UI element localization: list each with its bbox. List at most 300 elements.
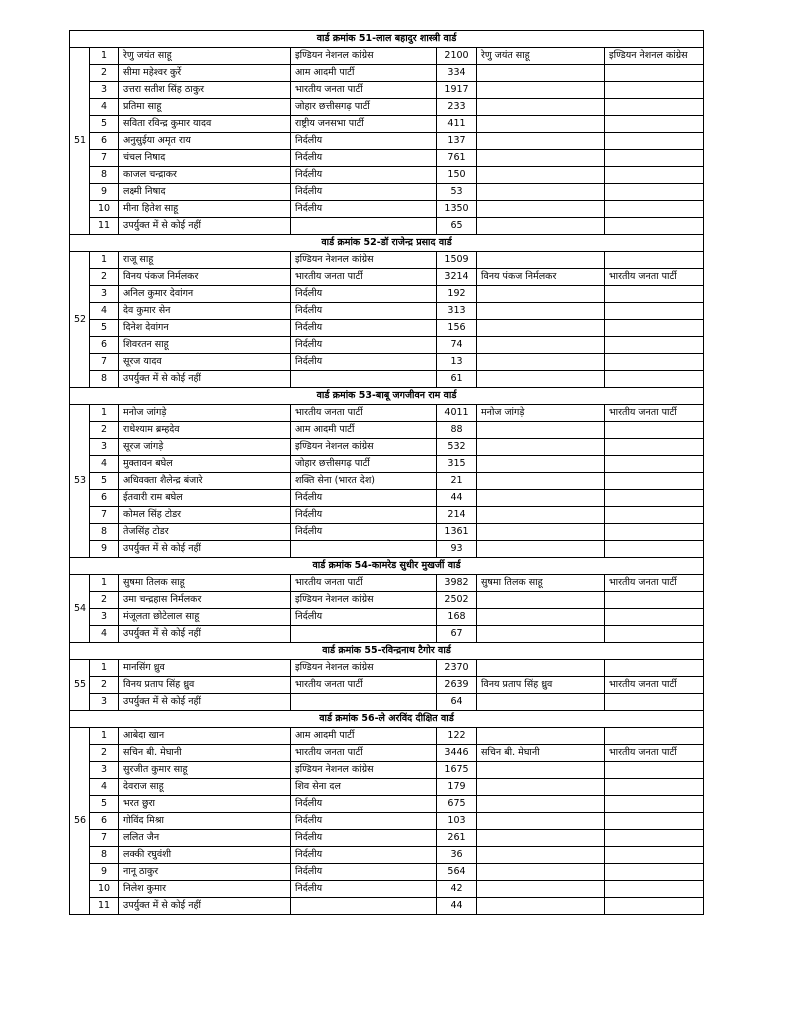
serial-number: 7 [90, 830, 119, 847]
winner-party: इण्डियन नेशनल कांग्रेस [605, 48, 704, 65]
winner-party [605, 762, 704, 779]
winner-name [477, 898, 605, 915]
vote-count: 1350 [437, 201, 477, 218]
winner-name [477, 150, 605, 167]
candidate-row [70, 184, 704, 201]
vote-count: 2502 [437, 592, 477, 609]
winner-name [477, 490, 605, 507]
ward-header-row [70, 558, 704, 575]
winner-name [477, 252, 605, 269]
vote-count: 44 [437, 490, 477, 507]
candidate-row [70, 864, 704, 881]
vote-count: 13 [437, 354, 477, 371]
serial-number: 7 [90, 150, 119, 167]
serial-number: 2 [90, 745, 119, 762]
winner-name [477, 422, 605, 439]
candidate-name: अनुसुईया अमृत राय [119, 133, 291, 150]
vote-count: 315 [437, 456, 477, 473]
winner-party [605, 592, 704, 609]
serial-number: 3 [90, 694, 119, 711]
candidate-name: ललित जैन [119, 830, 291, 847]
candidate-name: उपर्युक्त में से कोई नहीं [119, 898, 291, 915]
serial-number: 11 [90, 898, 119, 915]
winner-name [477, 167, 605, 184]
winner-party [605, 626, 704, 643]
winner-party [605, 609, 704, 626]
party-name: निर्दलीय [291, 354, 437, 371]
serial-number: 7 [90, 507, 119, 524]
serial-number: 4 [90, 779, 119, 796]
candidate-row [70, 218, 704, 235]
party-name: इण्डियन नेशनल कांग्रेस [291, 48, 437, 65]
candidate-row [70, 48, 704, 65]
winner-name [477, 116, 605, 133]
party-name: जोहार छत्तीसगढ़ पार्टी [291, 456, 437, 473]
winner-name [477, 337, 605, 354]
party-name [291, 541, 437, 558]
candidate-name: निलेश कुमार [119, 881, 291, 898]
winner-party [605, 779, 704, 796]
candidate-name: सुरजीत कुमार साहू [119, 762, 291, 779]
vote-count: 179 [437, 779, 477, 796]
candidate-row [70, 473, 704, 490]
serial-number: 1 [90, 48, 119, 65]
vote-count: 150 [437, 167, 477, 184]
party-name: निर्दलीय [291, 303, 437, 320]
vote-count: 334 [437, 65, 477, 82]
ward-header-row [70, 643, 704, 660]
party-name: निर्दलीय [291, 337, 437, 354]
serial-number: 1 [90, 575, 119, 592]
vote-count: 261 [437, 830, 477, 847]
serial-number: 5 [90, 320, 119, 337]
serial-number: 3 [90, 439, 119, 456]
party-name: निर्दलीय [291, 796, 437, 813]
serial-number: 2 [90, 592, 119, 609]
party-name: निर्दलीय [291, 320, 437, 337]
candidate-name: मनोज जांगड़े [119, 405, 291, 422]
serial-number: 5 [90, 116, 119, 133]
vote-count: 156 [437, 320, 477, 337]
party-name [291, 371, 437, 388]
candidate-name: प्रतिमा साहू [119, 99, 291, 116]
party-name: भारतीय जनता पार्टी [291, 82, 437, 99]
vote-count: 61 [437, 371, 477, 388]
party-name: राष्ट्रीय जनसभा पार्टी [291, 116, 437, 133]
winner-party [605, 116, 704, 133]
candidate-name: उपर्युक्त में से कोई नहीं [119, 218, 291, 235]
vote-count: 411 [437, 116, 477, 133]
candidate-row [70, 507, 704, 524]
party-name: निर्दलीय [291, 133, 437, 150]
winner-name [477, 456, 605, 473]
candidate-name: लक्की रघुवंशी [119, 847, 291, 864]
serial-number: 1 [90, 660, 119, 677]
candidate-row [70, 99, 704, 116]
winner-name [477, 796, 605, 813]
candidate-row [70, 65, 704, 82]
winner-party [605, 847, 704, 864]
candidate-row [70, 762, 704, 779]
vote-count: 192 [437, 286, 477, 303]
ward-title: वार्ड क्रमांक 56-ले अरविंद दीक्षित वार्ड [70, 711, 704, 728]
winner-party: भारतीय जनता पार्टी [605, 677, 704, 694]
winner-party [605, 490, 704, 507]
winner-name [477, 320, 605, 337]
winner-name [477, 439, 605, 456]
serial-number: 8 [90, 847, 119, 864]
winner-name [477, 626, 605, 643]
election-results-table [69, 30, 704, 915]
candidate-name: भरत छुरा [119, 796, 291, 813]
vote-count: 2639 [437, 677, 477, 694]
winner-party [605, 99, 704, 116]
party-name: भारतीय जनता पार्टी [291, 405, 437, 422]
serial-number: 2 [90, 65, 119, 82]
party-name: इण्डियन नेशनल कांग्रेस [291, 660, 437, 677]
serial-number: 9 [90, 864, 119, 881]
vote-count: 1361 [437, 524, 477, 541]
serial-number: 7 [90, 354, 119, 371]
ward-header-row [70, 388, 704, 405]
candidate-row [70, 745, 704, 762]
candidate-row [70, 116, 704, 133]
candidate-name: नानू ठाकुर [119, 864, 291, 881]
winner-party [605, 507, 704, 524]
winner-name [477, 286, 605, 303]
ward-title: वार्ड क्रमांक 51-लाल बहादुर शास्त्री वार्ड [70, 31, 704, 48]
vote-count: 2370 [437, 660, 477, 677]
winner-party [605, 201, 704, 218]
winner-name [477, 660, 605, 677]
party-name: इण्डियन नेशनल कांग्रेस [291, 592, 437, 609]
candidate-name: मंजूलता छोटेलाल साहू [119, 609, 291, 626]
candidate-name: विनय पंकज निर्मलकर [119, 269, 291, 286]
candidate-row [70, 575, 704, 592]
vote-count: 74 [437, 337, 477, 354]
winner-name: सचिन बी. मेघानी [477, 745, 605, 762]
winner-name [477, 133, 605, 150]
winner-party [605, 473, 704, 490]
candidate-name: गोविंद मिश्रा [119, 813, 291, 830]
candidate-row [70, 303, 704, 320]
winner-party [605, 694, 704, 711]
winner-party [605, 881, 704, 898]
vote-count: 1917 [437, 82, 477, 99]
winner-party [605, 286, 704, 303]
winner-name [477, 99, 605, 116]
winner-name [477, 864, 605, 881]
serial-number: 5 [90, 796, 119, 813]
winner-party [605, 65, 704, 82]
serial-number: 1 [90, 405, 119, 422]
vote-count: 1509 [437, 252, 477, 269]
vote-count: 313 [437, 303, 477, 320]
winner-name [477, 779, 605, 796]
candidate-name: लक्ष्मी निषाद [119, 184, 291, 201]
candidate-row [70, 592, 704, 609]
winner-name [477, 473, 605, 490]
party-name [291, 626, 437, 643]
ward-header-row [70, 711, 704, 728]
serial-number: 6 [90, 490, 119, 507]
candidate-name: राधेश्याम ब्रम्हदेव [119, 422, 291, 439]
winner-party [605, 660, 704, 677]
vote-count: 44 [437, 898, 477, 915]
candidate-row [70, 82, 704, 99]
winner-party [605, 524, 704, 541]
winner-party: भारतीय जनता पार्टी [605, 745, 704, 762]
candidate-name: शिवरतन साहू [119, 337, 291, 354]
serial-number: 10 [90, 881, 119, 898]
candidate-name: उमा चन्द्रहास निर्मलकर [119, 592, 291, 609]
party-name: निर्दलीय [291, 150, 437, 167]
candidate-row [70, 201, 704, 218]
serial-number: 4 [90, 303, 119, 320]
winner-party [605, 167, 704, 184]
party-name: इण्डियन नेशनल कांग्रेस [291, 439, 437, 456]
winner-name [477, 847, 605, 864]
winner-party [605, 898, 704, 915]
party-name: भारतीय जनता पार्टी [291, 575, 437, 592]
candidate-row [70, 490, 704, 507]
candidate-name: चंचल निषाद [119, 150, 291, 167]
serial-number: 4 [90, 626, 119, 643]
candidate-name: उपर्युक्त में से कोई नहीं [119, 694, 291, 711]
party-name: निर्दलीय [291, 813, 437, 830]
party-name: भारतीय जनता पार्टी [291, 745, 437, 762]
candidate-row [70, 898, 704, 915]
serial-number: 3 [90, 82, 119, 99]
serial-number: 1 [90, 728, 119, 745]
vote-count: 93 [437, 541, 477, 558]
candidate-row [70, 422, 704, 439]
winner-party [605, 456, 704, 473]
party-name: निर्दलीय [291, 830, 437, 847]
serial-number: 8 [90, 524, 119, 541]
vote-count: 675 [437, 796, 477, 813]
winner-party [605, 184, 704, 201]
candidate-name: काजल चन्द्राकर [119, 167, 291, 184]
winner-name [477, 694, 605, 711]
candidate-name: ईतवारी राम बघेल [119, 490, 291, 507]
party-name: इण्डियन नेशनल कांग्रेस [291, 252, 437, 269]
winner-name [477, 813, 605, 830]
winner-name [477, 303, 605, 320]
candidate-row [70, 779, 704, 796]
winner-party [605, 150, 704, 167]
candidate-row [70, 320, 704, 337]
candidate-row [70, 813, 704, 830]
vote-count: 1675 [437, 762, 477, 779]
serial-number: 6 [90, 133, 119, 150]
candidate-row [70, 252, 704, 269]
candidate-row [70, 626, 704, 643]
winner-party [605, 541, 704, 558]
candidate-name: विनय प्रताप सिंह ध्रुव [119, 677, 291, 694]
winner-party [605, 82, 704, 99]
serial-number: 8 [90, 371, 119, 388]
serial-number: 3 [90, 286, 119, 303]
winner-party [605, 439, 704, 456]
party-name: इण्डियन नेशनल कांग्रेस [291, 762, 437, 779]
vote-count: 64 [437, 694, 477, 711]
results-body [70, 31, 704, 915]
party-name: भारतीय जनता पार्टी [291, 677, 437, 694]
candidate-row [70, 694, 704, 711]
candidate-row [70, 133, 704, 150]
candidate-row [70, 371, 704, 388]
ward-number: 52 [70, 252, 90, 388]
candidate-name: देवराज साहू [119, 779, 291, 796]
winner-party [605, 218, 704, 235]
winner-name: मनोज जांगड़े [477, 405, 605, 422]
candidate-name: सूरज जांगड़े [119, 439, 291, 456]
candidate-name: उपर्युक्त में से कोई नहीं [119, 371, 291, 388]
vote-count: 4011 [437, 405, 477, 422]
serial-number: 4 [90, 99, 119, 116]
vote-count: 103 [437, 813, 477, 830]
vote-count: 2100 [437, 48, 477, 65]
candidate-name: मुक्तावन बघेल [119, 456, 291, 473]
candidate-name: राजू साहू [119, 252, 291, 269]
party-name: निर्दलीय [291, 507, 437, 524]
winner-name [477, 762, 605, 779]
candidate-row [70, 269, 704, 286]
party-name: शिव सेना दल [291, 779, 437, 796]
winner-name [477, 881, 605, 898]
candidate-row [70, 286, 704, 303]
winner-name [477, 830, 605, 847]
ward-number: 53 [70, 405, 90, 558]
ward-number: 51 [70, 48, 90, 235]
winner-party [605, 864, 704, 881]
party-name: निर्दलीय [291, 524, 437, 541]
candidate-name: मीना हितेश साहू [119, 201, 291, 218]
ward-header-row [70, 235, 704, 252]
party-name [291, 218, 437, 235]
winner-party [605, 796, 704, 813]
vote-count: 761 [437, 150, 477, 167]
candidate-row [70, 405, 704, 422]
vote-count: 122 [437, 728, 477, 745]
winner-name [477, 541, 605, 558]
serial-number: 3 [90, 762, 119, 779]
winner-party [605, 422, 704, 439]
vote-count: 67 [437, 626, 477, 643]
candidate-name: अधिवक्ता शैलेन्द्र बंजारे [119, 473, 291, 490]
serial-number: 8 [90, 167, 119, 184]
winner-name [477, 592, 605, 609]
winner-party [605, 133, 704, 150]
vote-count: 88 [437, 422, 477, 439]
candidate-name: उपर्युक्त में से कोई नहीं [119, 626, 291, 643]
winner-name: विनय पंकज निर्मलकर [477, 269, 605, 286]
vote-count: 3982 [437, 575, 477, 592]
ward-header-row [70, 31, 704, 48]
vote-count: 168 [437, 609, 477, 626]
candidate-name: सचिन बी. मेघानी [119, 745, 291, 762]
party-name [291, 694, 437, 711]
candidate-row [70, 167, 704, 184]
candidate-name: तेजसिंह टोडर [119, 524, 291, 541]
winner-party: भारतीय जनता पार्टी [605, 269, 704, 286]
winner-name: रेणु जयंत साहू [477, 48, 605, 65]
party-name: निर्दलीय [291, 201, 437, 218]
candidate-row [70, 847, 704, 864]
party-name: निर्दलीय [291, 286, 437, 303]
party-name: निर्दलीय [291, 184, 437, 201]
winner-name [477, 728, 605, 745]
candidate-name: सुषमा तिलक साहू [119, 575, 291, 592]
ward-title: वार्ड क्रमांक 54-कामरेड सुधीर मुखर्जी वार्ड [70, 558, 704, 575]
vote-count: 233 [437, 99, 477, 116]
serial-number: 2 [90, 677, 119, 694]
candidate-row [70, 677, 704, 694]
candidate-name: उत्तरा सतीश सिंह ठाकुर [119, 82, 291, 99]
winner-party [605, 728, 704, 745]
winner-party [605, 303, 704, 320]
candidate-row [70, 881, 704, 898]
candidate-row [70, 541, 704, 558]
vote-count: 214 [437, 507, 477, 524]
party-name: निर्दलीय [291, 167, 437, 184]
winner-name: सुषमा तिलक साहू [477, 575, 605, 592]
serial-number: 9 [90, 541, 119, 558]
vote-count: 53 [437, 184, 477, 201]
winner-name [477, 524, 605, 541]
candidate-row [70, 456, 704, 473]
serial-number: 6 [90, 813, 119, 830]
winner-party [605, 320, 704, 337]
candidate-name: उपर्युक्त में से कोई नहीं [119, 541, 291, 558]
winner-name [477, 354, 605, 371]
ward-title: वार्ड क्रमांक 55-रविन्द्रनाथ टैगोर वार्ड [70, 643, 704, 660]
winner-name: विनय प्रताप सिंह ध्रुव [477, 677, 605, 694]
serial-number: 1 [90, 252, 119, 269]
party-name: निर्दलीय [291, 490, 437, 507]
party-name [291, 898, 437, 915]
party-name: आम आदमी पार्टी [291, 728, 437, 745]
ward-title: वार्ड क्रमांक 53-बाबू जगजीवन राम वार्ड [70, 388, 704, 405]
vote-count: 36 [437, 847, 477, 864]
serial-number: 3 [90, 609, 119, 626]
party-name: भारतीय जनता पार्टी [291, 269, 437, 286]
winner-party [605, 371, 704, 388]
serial-number: 11 [90, 218, 119, 235]
winner-party [605, 813, 704, 830]
winner-name [477, 507, 605, 524]
ward-number: 55 [70, 660, 90, 711]
vote-count: 532 [437, 439, 477, 456]
candidate-row [70, 796, 704, 813]
winner-party [605, 252, 704, 269]
candidate-name: सीमा महेश्वर कुर्रे [119, 65, 291, 82]
party-name: निर्दलीय [291, 609, 437, 626]
serial-number: 2 [90, 422, 119, 439]
vote-count: 21 [437, 473, 477, 490]
candidate-name: रेणु जयंत साहू [119, 48, 291, 65]
candidate-row [70, 728, 704, 745]
candidate-name: मानसिंग ध्रुव [119, 660, 291, 677]
winner-name [477, 184, 605, 201]
candidate-name: अनिल कुमार देवांगन [119, 286, 291, 303]
ward-title: वार्ड क्रमांक 52-डॉ राजेन्द्र प्रसाद वार्ड [70, 235, 704, 252]
serial-number: 2 [90, 269, 119, 286]
serial-number: 4 [90, 456, 119, 473]
candidate-name: देव कुमार सेन [119, 303, 291, 320]
winner-name [477, 82, 605, 99]
